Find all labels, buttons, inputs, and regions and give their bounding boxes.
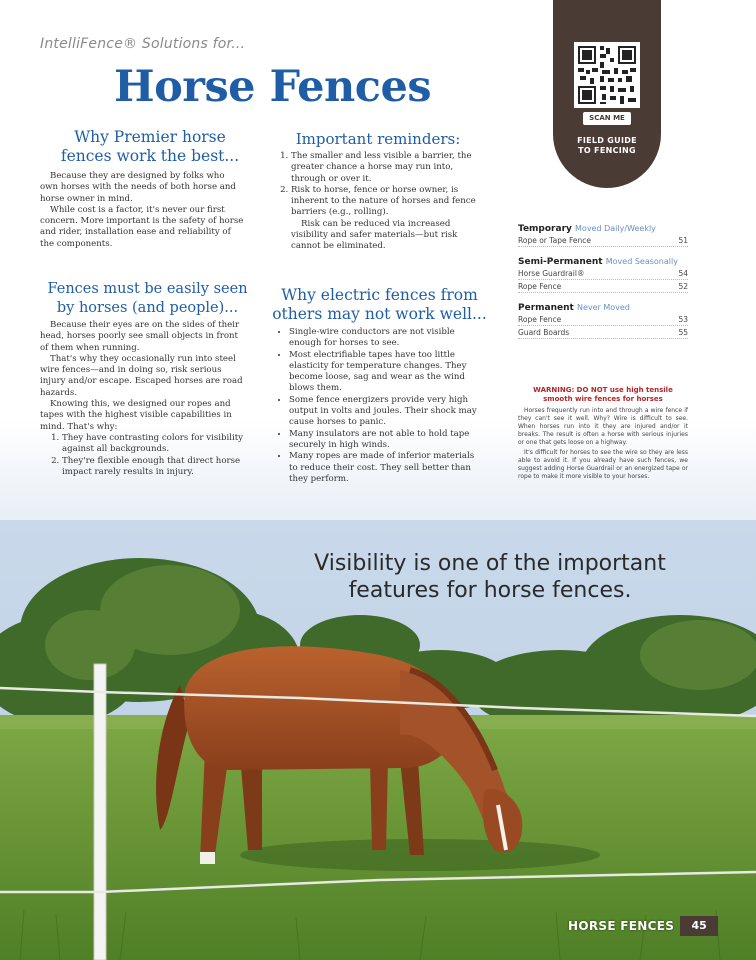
why-premier-heading-line1: Why Premier horse [74,128,226,146]
group-title: Semi-Permanent [518,257,603,267]
group-heading [518,224,688,234]
list-item: • Many insulators are not able to hold tape securely in high winds. [289,429,483,452]
group-title: Temporary [518,224,572,234]
footer-section-label: HORSE FENCES [568,919,675,933]
index-row[interactable] [518,234,688,247]
paragraph: While cost is a factor, it's never our first concern. More important is the safety of horse and rider, installation ease and reliability of the components. [40,204,244,249]
index-row[interactable] [518,326,688,339]
callout-line2: features for horse fences. [348,578,632,603]
list-item: • Some fence energizers provide very high output in volts and joules. Their shock may cause horses to panic. [289,395,483,429]
reminders-note: Risk can be reduced via increased visibility and safer materials—but risk cannot be eliminated. [291,218,458,252]
why-premier-heading-line2: fences work the best... [60,147,240,165]
index-label: Rope Fence [518,282,562,291]
group-semi-permanent [518,257,688,293]
why-electric-heading-line2: others may not work well... [272,305,487,323]
easily-seen-body [40,320,245,478]
list-item: • Many ropes are made of inferior materials to reduce their cost. They sell better than they perform. [289,451,483,485]
list-item: 2. They're flexible enough that direct horse impact rarely results in injury. [62,456,245,479]
series-kicker: IntelliFence® Solutions for... [40,36,246,52]
index-label: Horse Guardrail® [518,269,585,278]
group-title: Permanent [518,303,574,313]
list-item: 1. The smaller and less visible a barrier, the greater chance a horse may run into, through or over it. [291,151,483,185]
list-item: 2. Risk to horse, fence or horse owner, is inherent to the nature of horses and fence barriers (e.g., rolling). [291,185,483,219]
qr-tab [553,0,661,188]
reminders-body [278,151,483,253]
warning-title-line2: smooth wire fences for horses [543,395,663,403]
qr-code-icon [574,42,640,108]
index-label: Guard Boards [518,328,570,337]
easily-seen-heading [40,280,255,318]
index-row[interactable] [518,267,688,280]
index-page: 55 [678,328,688,337]
paragraph: It's difficult for horses to see the wire so they are less able to avoid it. If you already have such fences, we suggest adding Horse Guardrail or an energized tape or rope to make it more visible to your horses. [518,449,688,480]
why-electric-body [278,327,483,485]
index-label: Rope or Tape Fence [518,236,591,245]
list-item: • Most electrifiable tapes have too little elasticity for temperature changes. They become loose, sag and wear as the wind blows them. [289,350,483,395]
fence-type-index [518,224,688,349]
why-electric-heading [272,286,487,324]
warning-title-line1: WARNING: DO NOT use high tensile [533,386,673,394]
easily-seen-heading-line1: Fences must be easily seen [47,281,248,297]
warning-body [518,407,688,481]
group-permanent [518,303,688,339]
group-temporary [518,224,688,247]
group-subtitle: Moved Daily/Weekly [575,224,656,233]
list-item: 1. They have contrasting colors for visibility against all backgrounds. [62,433,245,456]
index-label: Rope Fence [518,315,562,324]
qr-code[interactable] [574,42,640,108]
callout-line1: Visibility is one of the important [314,551,666,576]
why-premier-body [40,171,245,250]
warning-box [518,386,688,483]
scan-me-button[interactable]: SCAN ME [583,112,631,125]
paragraph: That's why they occasionally run into steel wire fences—and in doing so, risk serious injury and/or escape. Escaped horses are road hazards. [40,353,243,398]
visibility-callout [280,550,700,604]
index-page: 54 [678,269,688,278]
index-row[interactable] [518,280,688,293]
page-title: Horse Fences [114,62,432,112]
why-electric-heading-line1: Why electric fences from [281,286,478,304]
index-page: 51 [678,236,688,245]
paragraph: Because they are designed by folks who own horses with the needs of both horse and horse owner in mind. [40,171,236,204]
index-row[interactable] [518,313,688,326]
paragraph: Horses frequently run into and through a wire fence if they can't see it well. Why? Wire is difficult to see. When horses run into it they are injured and/or it breaks. The result is often a horse with serious injuries or one that gets loose on a highway. [518,407,688,446]
warning-title [518,386,688,404]
reminders-heading: Important reminders: [295,130,461,148]
group-subtitle: Moved Seasonally [605,257,678,266]
paragraph: Knowing this, we designed our ropes and tapes with the highest visible capabilities in mind. That's why: [40,399,232,432]
group-subtitle: Never Moved [576,303,630,312]
group-heading [518,257,688,267]
why-premier-heading [40,128,260,166]
index-page: 53 [678,315,688,324]
qr-caption-line2: TO FENCING [578,146,636,155]
qr-caption-line1: FIELD GUIDE [577,136,637,145]
group-heading [518,303,688,313]
qr-caption [553,136,661,156]
page-footer [568,916,718,936]
page-number: 45 [680,916,718,936]
index-page: 52 [678,282,688,291]
easily-seen-heading-line2: by horses (and people)... [56,300,239,316]
list-item: • Single-wire conductors are not visible enough for horses to see. [289,327,483,350]
paragraph: Because their eyes are on the sides of their head, horses poorly see small objects in front of them when running. [40,320,240,353]
